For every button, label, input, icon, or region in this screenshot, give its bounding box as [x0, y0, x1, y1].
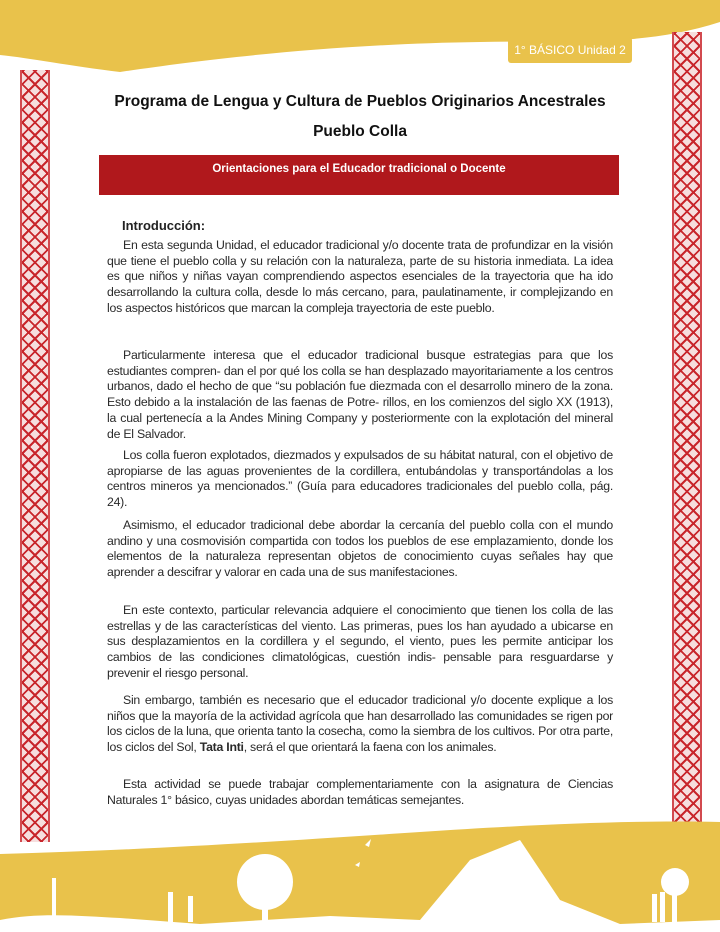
left-woven-border	[20, 70, 50, 842]
grade-unit-badge: 1° BÁSICO Unidad 2	[508, 37, 632, 63]
right-woven-border	[672, 32, 702, 842]
paragraph-1: En esta segunda Unidad, el educador tradicional y/o docente trata de profundizar en la visión que tiene el pueblo colla y su relación con la naturaleza, parte de su historia inmediata. La idea es que niños y niñas vayan comprendiendo aspectos esenciales de la trayectoria que ha ido desarrollando la cultura colla, desde lo más cercano, para, paulatinamente, ir complejizando en los aspectos históricos que marcan la compleja trayectoria de este pueblo.	[107, 238, 613, 315]
paragraph-3: Los colla fueron explotados, diezmados y expulsados de su hábitat natural, con el objetivo de apropiarse de las aguas provenientes de la cordillera, entubándolas y transportándolas a los centros mineros ya mencionados.” (Guía para educadores tradicionales del pueblo colla, pág. 24).	[107, 448, 613, 510]
paragraph-2: Particularmente interesa que el educador tradicional busque estrategias para que los estudiantes compren- dan el por qué los colla se han desplazado mayoritariamente a los centros urbanos, dado el hecho de que “su población fue diezmada con el desarrollo minero de la zona. Esto debido a la instalación de las faenas de Potre- rillos, en los comienzos del siglo XX (1913), la cual pertenecía a la Andes Mining Company y posteriormente con la explotación del mineral de El Salvador.	[107, 348, 613, 441]
section-banner: Orientaciones para el Educador tradicional o Docente	[99, 155, 619, 195]
p6-text-before: Sin embargo, también es necesario que el educador tradicional y/o docente explique a los niños que la mayoría de la actividad agrícola que han desarrollado las comunidades se rigen por los ciclos de la luna, que orienta tanto la cosecha, como la siembra de los cultivos. Por otra parte, los ciclos del Sol,	[107, 693, 613, 755]
paragraph-5: En este contexto, particular relevancia adquiere el conocimiento que tienen los colla de las estrellas y de las características del viento. Las primeras, pues los han ayudado a ubicarse en sus desplazamientos en la cordillera y el segundo, el viento, pues les permite anticipar los cambios de las condiciones climatológicas, cuestión indis- pensable para resguardarse y prevenir el riesgo personal.	[107, 603, 613, 680]
p6-text-after: , será el que orientará la faena con los animales.	[243, 740, 497, 755]
paragraph-6	[107, 693, 613, 756]
paragraph-4: Asimismo, el educador tradicional debe abordar la cercanía del pueblo colla con el mundo andino y una cosmovisión compartida con todos los pueblos de ese emplazamiento, donde los elementos de la naturaleza representan objetos de conocimiento cuyas señales hay que aprender a descifrar y valorar en cada una de sus manifestaciones.	[107, 518, 613, 580]
bottom-landscape-illustration	[0, 820, 720, 932]
page-subtitle: Pueblo Colla	[313, 123, 407, 140]
section-heading: Introducción:	[122, 218, 206, 233]
page-title: Programa de Lengua y Cultura de Pueblos Originarios Ancestrales	[114, 93, 606, 110]
paragraph-7: Esta actividad se puede trabajar complementariamente con la asignatura de Ciencias Naturales 1° básico, cuyas unidades abordan temáticas semejantes.	[107, 777, 613, 807]
tata-inti-bold: Tata Inti	[199, 740, 244, 755]
